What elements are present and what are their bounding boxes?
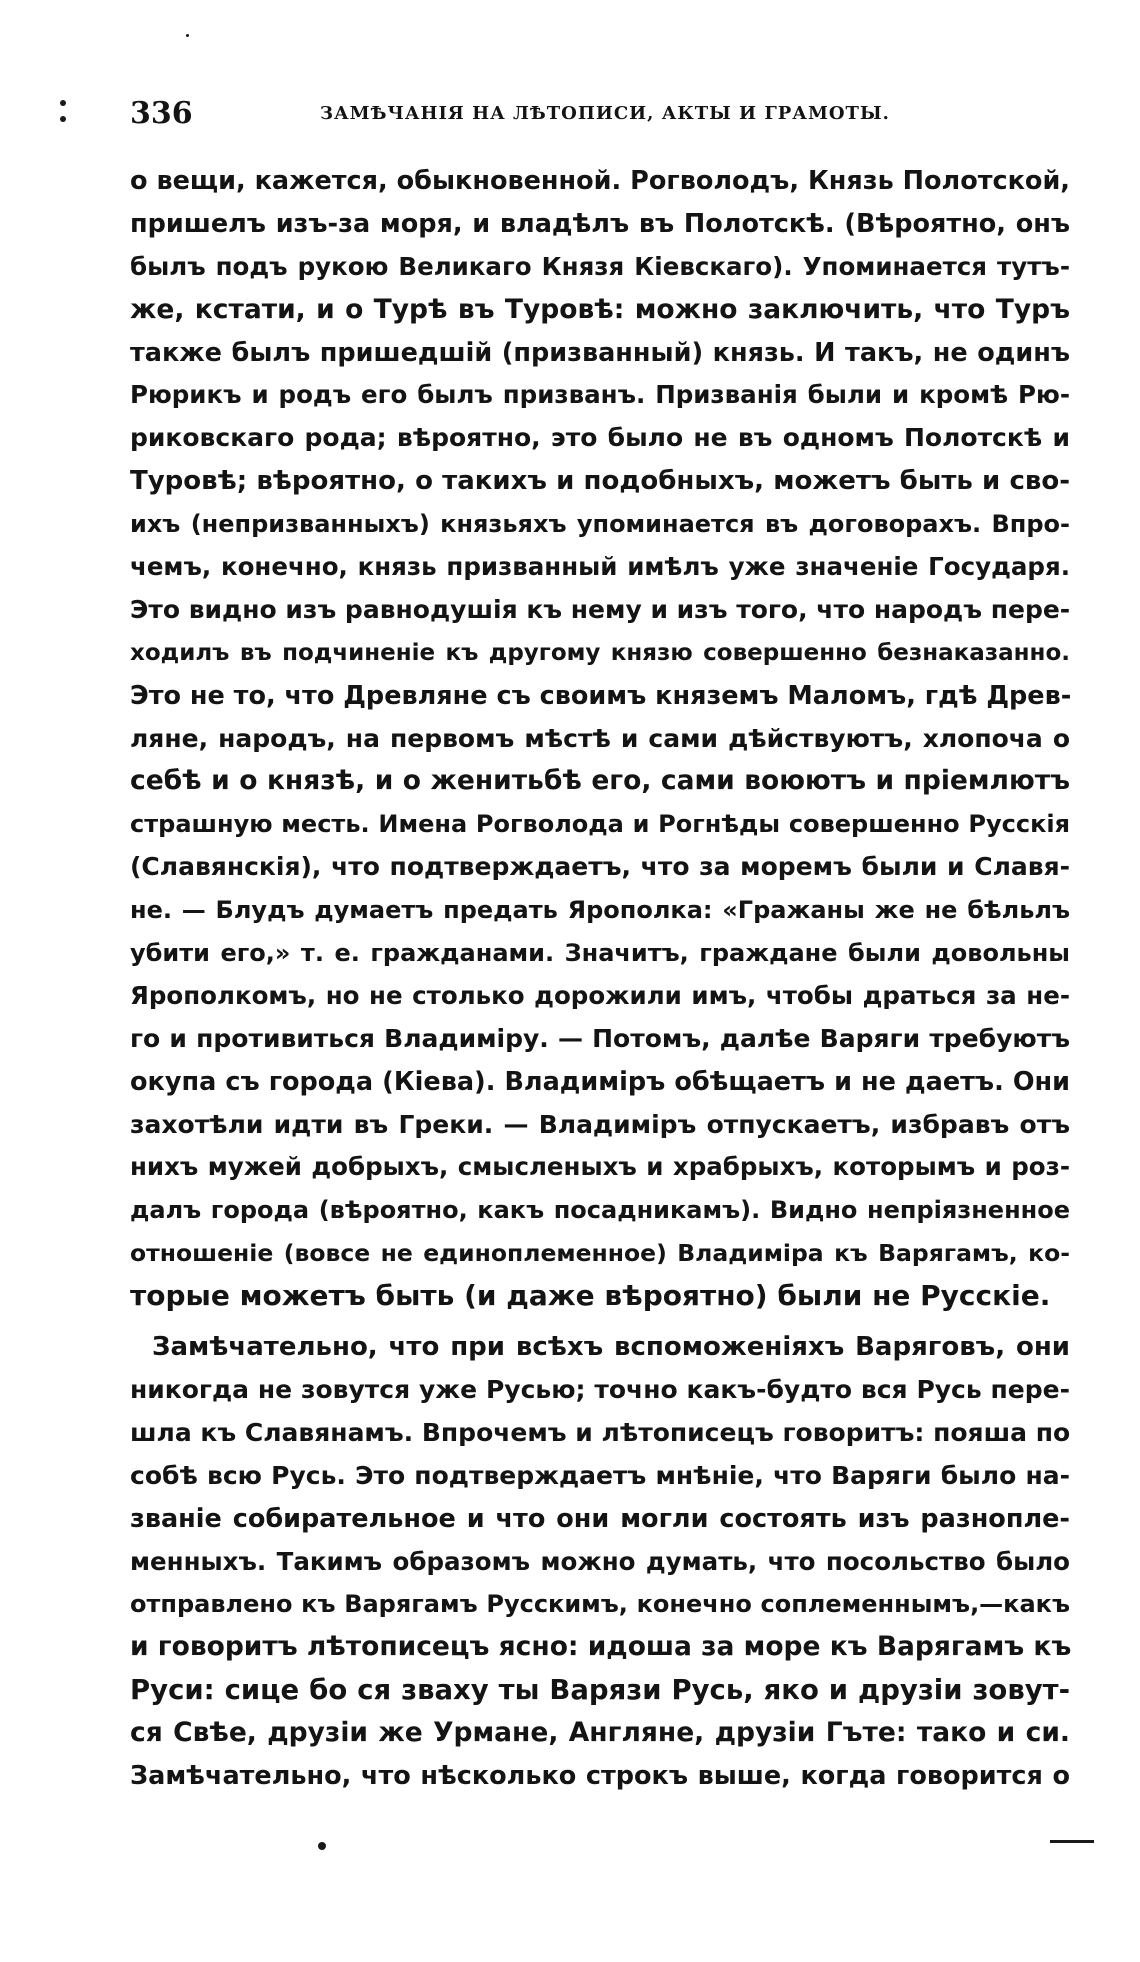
text-line: захотѣли идти въ Греки. — Владиміръ отпускаетъ, избравъ отъ xyxy=(130,1109,1070,1139)
running-head: ЗАМѢЧАНІЯ НА ЛѢТОПИСИ, АКТЫ И ГРАМОТЫ. xyxy=(320,103,890,124)
text-line: Это видно изъ равнодушія къ нему и изъ того, что народъ пере- xyxy=(130,594,1071,624)
text-line: окупа съ города (Кіева). Владиміръ обѣщаетъ и не даетъ. Они xyxy=(130,1066,1070,1097)
text-line: и говоритъ лѣтописецъ ясно: идоша за море къ Варягамъ къ xyxy=(130,1631,1072,1663)
text-line: чемъ, конечно, князь призванный имѣлъ уже значеніе Государя. xyxy=(130,552,1070,582)
text-line: менныхъ. Такимъ образомъ можно думать, что посольство было xyxy=(130,1546,1070,1576)
text-line: Замѣчательно, что нѣсколько строкъ выше, когда говорится о xyxy=(130,1760,1070,1791)
text-line: ляне, народъ, на первомъ мѣстѣ и сами дѣйствуютъ, хлопоча о xyxy=(130,723,1070,753)
page-number: 336 xyxy=(130,96,193,131)
text-line: званіе собирательное и что они могли состоять изъ разнопле- xyxy=(130,1503,1070,1534)
text-line: Замѣчательно, что при всѣхъ вспоможеніяхъ Варяговъ, они xyxy=(152,1332,1070,1363)
text-line: страшную месть. Имена Рогволода и Рогнѣды совершенно Русскія xyxy=(130,810,1070,839)
text-line: собѣ всю Русь. Это подтверждаетъ мнѣніе, что Варяги было на- xyxy=(130,1460,1070,1490)
text-line: шла къ Славянамъ. Впрочемъ и лѣтописецъ говоритъ: пояша по xyxy=(130,1417,1071,1447)
text-line: торые можетъ быть (и даже вѣроятно) были не Русскіе. xyxy=(130,1279,1051,1313)
text-line: отправлено къ Варягамъ Русскимъ, конечно соплеменнымъ,—какъ xyxy=(130,1590,1070,1619)
ink-speck xyxy=(60,100,66,106)
text-line: (Славянскія), что подтверждаетъ, что за моремъ были и Славя- xyxy=(130,852,1070,882)
text-line: ихъ (непризванныхъ) князьяхъ упоминается въ договорахъ. Впро- xyxy=(130,510,1070,539)
text-line: отношеніе (вовсе не единоплеменное) Владиміра къ Варягамъ, ко- xyxy=(130,1239,1070,1268)
text-line: Туровѣ; вѣроятно, о такихъ и подобныхъ, можетъ быть и сво- xyxy=(130,466,1070,497)
text-line: о вещи, кажется, обыкновенной. Рогволодъ, Князь Полотской, xyxy=(130,166,1070,196)
text-line: убити его,» т. е. гражданами. Значитъ, граждане были довольны xyxy=(130,939,1070,968)
ink-speck xyxy=(186,34,189,37)
ink-speck xyxy=(60,116,66,122)
text-line: не. — Блудъ думаетъ предать Ярополка: «Гражаны же не бѣльлъ xyxy=(130,896,1070,925)
text-line: нихъ мужей добрыхъ, смысленыхъ и храбрыхъ, которымъ и роз- xyxy=(130,1152,1070,1182)
page-header xyxy=(130,96,970,136)
text-line: же, кстати, и о Турѣ въ Туровѣ: можно заключить, что Туръ xyxy=(130,293,1070,325)
text-line: Руси: сице бо ся зваху ты Варязи Русь, яко и друзіи зовут- xyxy=(130,1674,1070,1707)
text-line: ся Свѣе, друзіи же Урмане, Англяне, друзіи Гъте: тако и си. xyxy=(130,1717,1070,1749)
text-line: риковскаго рода; вѣроятно, это было не въ одномъ Полотскѣ и xyxy=(130,423,1070,453)
text-line: ходилъ въ подчиненіе къ другому князю совершенно безнаказанно. xyxy=(130,639,1070,666)
paragraph xyxy=(130,1326,1070,1798)
text-line: го и противиться Владиміру. — Потомъ, далѣе Варяги требуютъ xyxy=(130,1023,1070,1053)
text-line: Рюрикъ и родъ его былъ призванъ. Призванія были и кромѣ Рю- xyxy=(130,380,1070,410)
ink-stroke xyxy=(1050,1840,1094,1843)
text-line: себѣ и о князѣ, и о женитьбѣ его, сами воюютъ и пріемлютъ xyxy=(130,765,1070,797)
text-line: былъ подъ рукою Великаго Князя Кіевскаго). Упоминается тутъ- xyxy=(130,251,1070,281)
text-line: Это не то, что Древляне съ своимъ княземъ Маломъ, гдѣ Древ- xyxy=(130,680,1072,711)
text-line: далъ города (вѣроятно, какъ посадникамъ). Видно непріязненное xyxy=(130,1196,1070,1225)
text-line: также былъ пришедшій (призванный) князь. И такъ, не одинъ xyxy=(130,337,1070,368)
text-line: пришелъ изъ-за моря, и владѣлъ въ Полотскѣ. (Вѣроятно, онъ xyxy=(130,208,1070,239)
text-line: никогда не зовутся уже Русью; точно какъ-будто вся Русь пере- xyxy=(130,1374,1070,1404)
body-text xyxy=(130,160,1070,1798)
paragraph xyxy=(130,160,1070,1318)
text-line: Ярополкомъ, но не столько дорожили имъ, чтобы драться за не- xyxy=(130,980,1070,1010)
ink-speck xyxy=(318,1842,326,1850)
